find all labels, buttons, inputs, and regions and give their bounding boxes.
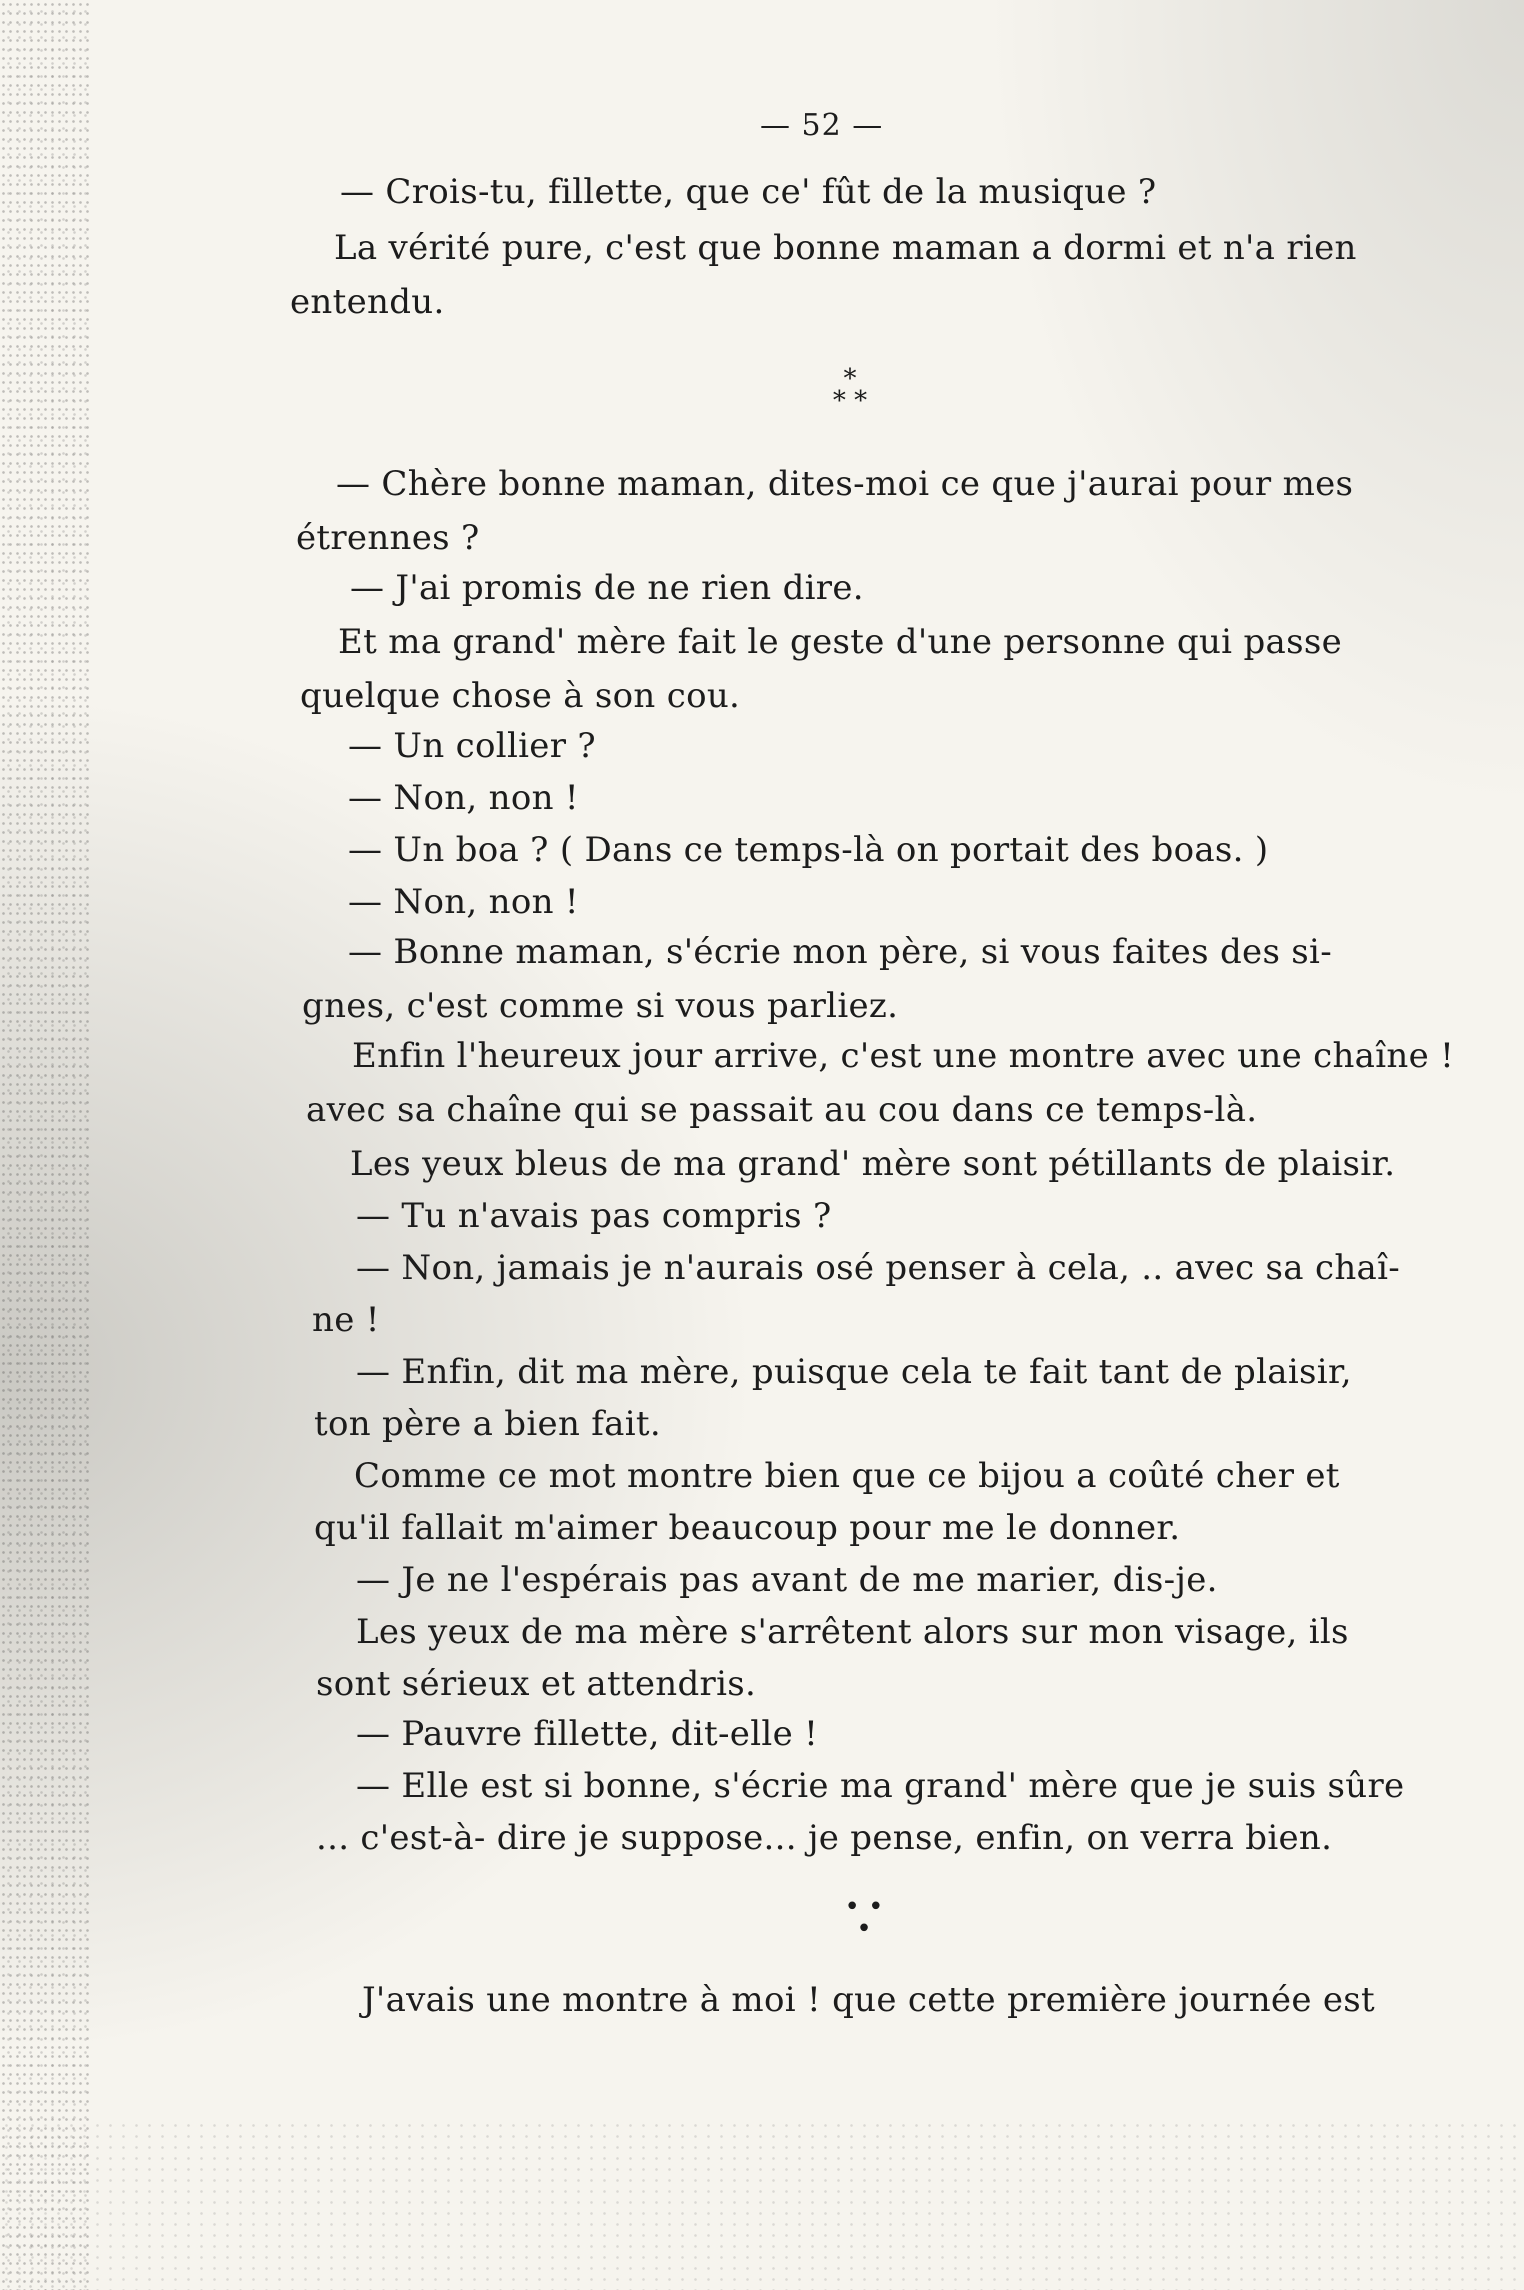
text-line: — Non, non ! <box>348 778 579 818</box>
asterism-top: * <box>843 364 857 394</box>
dot-separator <box>824 1892 904 1944</box>
page-number: — 52 — <box>760 108 884 143</box>
text-line: — Elle est si bonne, s'écrie ma grand' mère que je suis sûre <box>356 1766 1405 1806</box>
scan-noise-left <box>0 0 90 2290</box>
text-line: — Tu n'avais pas compris ? <box>356 1196 832 1236</box>
text-line: étrennes ? <box>296 518 480 558</box>
dot-separator-top: • • <box>844 1892 884 1922</box>
text-line: Les yeux de ma mère s'arrêtent alors sur mon visage, ils <box>356 1612 1349 1652</box>
asterism-separator <box>810 364 890 416</box>
text-line: Et ma grand' mère fait le geste d'une personne qui passe <box>338 622 1342 662</box>
text-line: — Non, jamais je n'aurais osé penser à cela, .. avec sa chaî- <box>356 1248 1401 1288</box>
text-line: ton père a bien fait. <box>314 1404 661 1444</box>
text-line: — Crois-tu, fillette, que ce' fût de la musique ? <box>340 172 1157 212</box>
text-line: ... c'est-à- dire je suppose... je pense, enfin, on verra bien. <box>316 1818 1333 1858</box>
text-line: Les yeux bleus de ma grand' mère sont pétillants de plaisir. <box>350 1144 1396 1184</box>
text-line: — Chère bonne maman, dites-moi ce que j'aurai pour mes <box>336 464 1354 504</box>
text-line: — Enfin, dit ma mère, puisque cela te fait tant de plaisir, <box>356 1352 1352 1392</box>
text-line: quelque chose à son cou. <box>300 676 741 716</box>
text-line: avec sa chaîne qui se passait au cou dans ce temps-là. <box>306 1090 1258 1130</box>
scan-noise-bottom <box>0 2120 1524 2290</box>
text-line: — Non, non ! <box>348 882 579 922</box>
text-line: entendu. <box>290 282 445 322</box>
text-line: — Un collier ? <box>348 726 596 766</box>
text-line: gnes, c'est comme si vous parliez. <box>302 986 899 1026</box>
text-line: — Je ne l'espérais pas avant de me marier, dis-je. <box>356 1560 1218 1600</box>
text-line: — J'ai promis de ne rien dire. <box>350 568 864 608</box>
text-line: J'avais une montre à moi ! que cette première journée est <box>362 1980 1375 2020</box>
text-line: Enfin l'heureux jour arrive, c'est une montre avec une chaîne ! <box>352 1036 1455 1076</box>
text-line: La vérité pure, c'est que bonne maman a dormi et n'a rien <box>334 228 1357 268</box>
asterism-bottom: * * <box>832 386 868 416</box>
text-line: — Pauvre fillette, dit-elle ! <box>356 1714 819 1754</box>
text-line: qu'il fallait m'aimer beaucoup pour me le donner. <box>314 1508 1181 1548</box>
text-line: — Un boa ? ( Dans ce temps-là on portait des boas. ) <box>348 830 1269 870</box>
dot-separator-bottom: • <box>856 1914 872 1944</box>
text-line: sont sérieux et attendris. <box>316 1664 757 1704</box>
text-line: Comme ce mot montre bien que ce bijou a coûté cher et <box>354 1456 1340 1496</box>
text-line: ne ! <box>312 1300 380 1340</box>
text-line: — Bonne maman, s'écrie mon père, si vous faites des si- <box>348 932 1333 972</box>
